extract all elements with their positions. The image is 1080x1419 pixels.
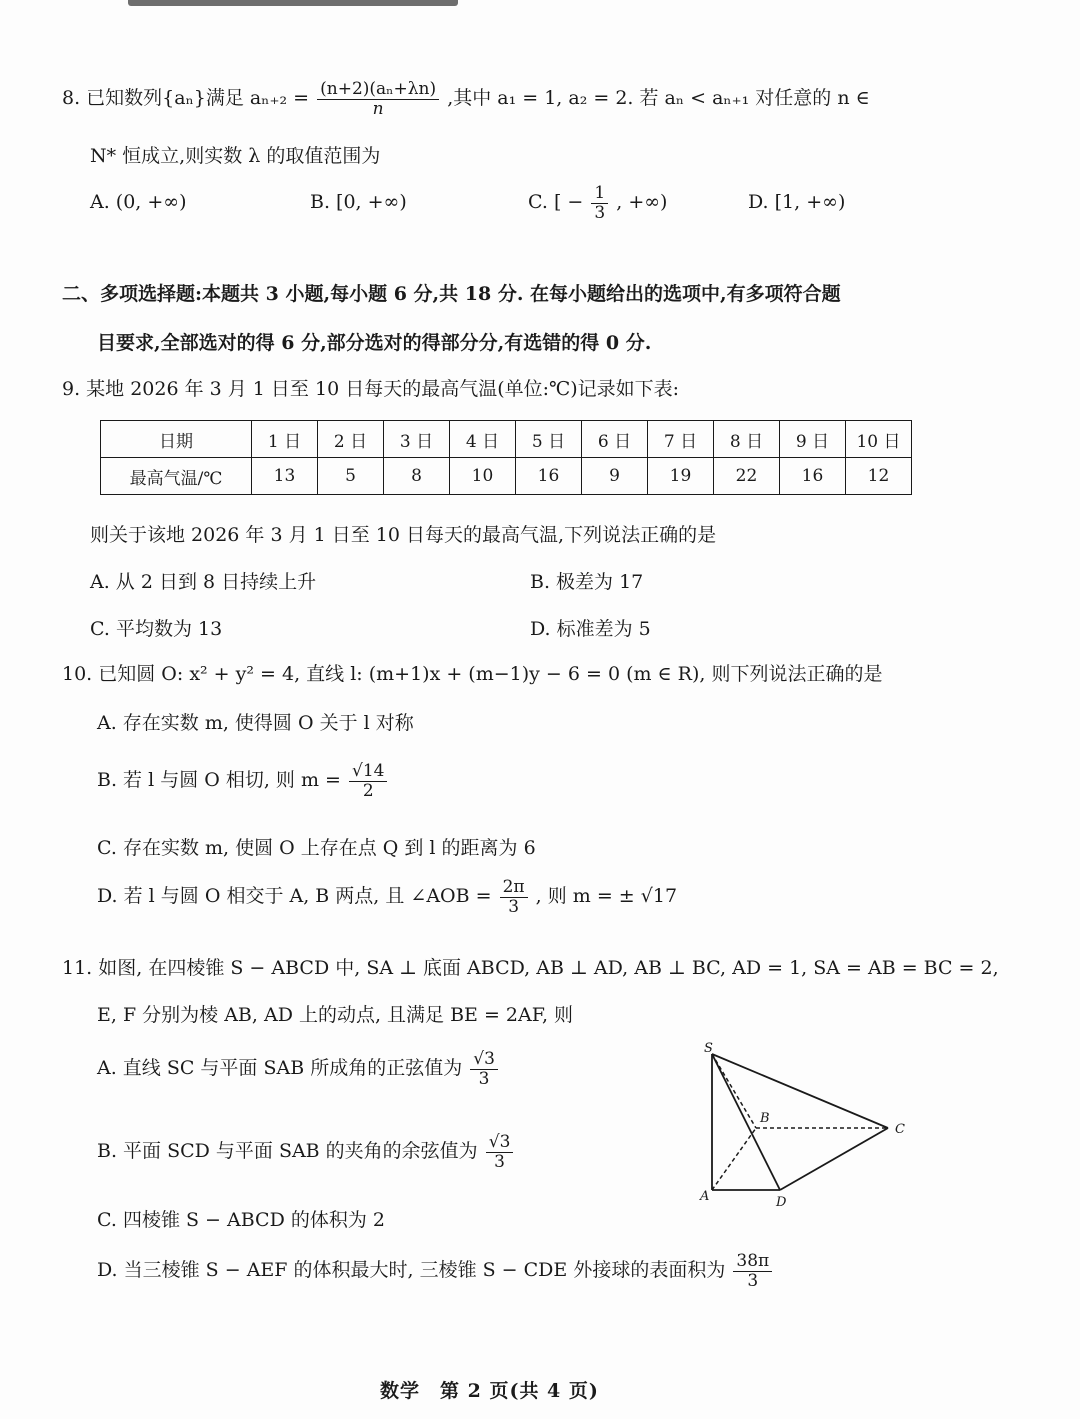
edge-SC <box>712 1054 888 1128</box>
table-cell: 16 <box>780 458 846 495</box>
q8-frac-den: n <box>372 98 384 119</box>
q9-option-c: C. 平均数为 13 <box>90 618 223 640</box>
table-cell: 3 日 <box>384 421 450 458</box>
q8-frac-num: (n+2)(aₙ+λn) <box>317 80 439 100</box>
question-9-stem: 9. 某地 2026 年 3 月 1 日至 10 日每天的最高气温(单位:℃)记录如下表: <box>62 378 680 400</box>
table-cell: 19 <box>648 458 714 495</box>
q8-fraction <box>317 80 439 118</box>
table-cell: 16 <box>516 458 582 495</box>
q8-opt-c-den: 3 <box>594 202 606 223</box>
temperature-table <box>100 420 912 495</box>
q11-option-c: C. 四棱锥 S − ABCD 的体积为 2 <box>97 1209 385 1231</box>
q11-opt-d-den: 3 <box>747 1270 759 1291</box>
table-row-values <box>101 458 912 495</box>
q10-opt-d-prefix: D. 若 l 与圆 O 相交于 A, B 两点, 且 ∠AOB = <box>97 885 492 908</box>
q8-opt-c-num: 1 <box>591 184 608 204</box>
q8-option-d: D. [1, +∞) <box>748 191 846 213</box>
section-2-heading-line2: 目要求,全部选对的得 6 分,部分选对的得部分分,有选错的得 0 分. <box>97 332 652 354</box>
table-cell: 5 <box>318 458 384 495</box>
table-cell: 9 <box>582 458 648 495</box>
q10-opt-b-den: 2 <box>362 780 374 801</box>
q10-opt-d-fraction <box>500 878 528 916</box>
q10-option-d <box>97 878 677 916</box>
q11-option-b <box>97 1133 515 1171</box>
table-cell: 13 <box>252 458 318 495</box>
question-8-line1 <box>62 80 870 118</box>
label-C: C <box>895 1122 905 1137</box>
table-row-header <box>101 421 912 458</box>
q8-option-c <box>528 184 667 222</box>
table-cell: 10 日 <box>846 421 912 458</box>
q11-opt-a-num: √3 <box>470 1050 498 1070</box>
table-cell: 4 日 <box>450 421 516 458</box>
edge-SD <box>712 1054 780 1190</box>
q8-option-a: A. (0, +∞) <box>90 191 187 213</box>
table-cell: 8 日 <box>714 421 780 458</box>
q8-opt-c-prefix: C. [ − <box>528 191 584 214</box>
q11-opt-d-fraction <box>733 1252 772 1290</box>
q11-option-a <box>97 1050 500 1088</box>
q9-option-d: D. 标准差为 5 <box>530 618 651 640</box>
q11-opt-b-fraction <box>486 1133 514 1171</box>
edge-DC <box>780 1128 888 1190</box>
question-11-stem-line1: 11. 如图, 在四棱锥 S − ABCD 中, SA ⊥ 底面 ABCD, AB ⊥ AD, AB ⊥ BC, AD = 1, SA = AB = BC = 2, <box>62 957 999 979</box>
table-cell: 5 日 <box>516 421 582 458</box>
q11-opt-b-num: √3 <box>486 1133 514 1153</box>
table-cell: 9 日 <box>780 421 846 458</box>
q10-opt-b-fraction <box>349 762 387 800</box>
q9-question: 则关于该地 2026 年 3 月 1 日至 10 日每天的最高气温,下列说法正确的是 <box>90 524 717 546</box>
q11-opt-a-prefix: A. 直线 SC 与平面 SAB 所成角的正弦值为 <box>97 1057 463 1080</box>
table-cell: 1 日 <box>252 421 318 458</box>
q11-opt-d-num: 38π <box>733 1252 772 1272</box>
q11-opt-a-fraction <box>470 1050 498 1088</box>
table-cell: 日期 <box>101 421 252 458</box>
q10-opt-d-suffix: , 则 m = ± √17 <box>535 885 678 908</box>
q11-opt-a-den: 3 <box>478 1068 490 1089</box>
label-S: S <box>704 1041 713 1056</box>
label-A: A <box>700 1189 710 1204</box>
table-cell: 8 <box>384 458 450 495</box>
q8-suffix: ,其中 a₁ = 1, a₂ = 2. 若 aₙ < aₙ₊₁ 对任意的 n ∈ <box>447 87 870 110</box>
section-2-heading-line1: 二、多项选择题:本题共 3 小题,每小题 6 分,共 18 分. 在每小题给出的选项中,有多项符合题 <box>62 283 841 305</box>
q10-opt-b-prefix: B. 若 l 与圆 O 相切, 则 m = <box>97 769 341 792</box>
q11-opt-b-prefix: B. 平面 SCD 与平面 SAB 的夹角的余弦值为 <box>97 1140 478 1163</box>
q8-opt-c-suffix: , +∞) <box>616 191 668 214</box>
q9-option-a: A. 从 2 日到 8 日持续上升 <box>90 571 317 593</box>
q11-opt-d-prefix: D. 当三棱锥 S − AEF 的体积最大时, 三棱锥 S − CDE 外接球的表面积为 <box>97 1259 726 1282</box>
q11-opt-b-den: 3 <box>494 1151 505 1172</box>
table-cell: 6 日 <box>582 421 648 458</box>
table-cell: 2 日 <box>318 421 384 458</box>
q10-option-a: A. 存在实数 m, 使得圆 O 关于 l 对称 <box>97 712 414 734</box>
q8-option-b: B. [0, +∞) <box>310 191 407 213</box>
table-cell: 7 日 <box>648 421 714 458</box>
edge-AB-hidden <box>712 1128 756 1190</box>
question-8-line2: N* 恒成立,则实数 λ 的取值范围为 <box>90 145 381 167</box>
label-B: B <box>760 1111 770 1126</box>
page-footer: 数学 第 2 页(共 4 页) <box>380 1380 599 1402</box>
q10-option-b <box>97 762 389 800</box>
question-11-stem-line2: E, F 分别为棱 AB, AD 上的动点, 且满足 BE = 2AF, 则 <box>97 1004 574 1026</box>
label-D: D <box>776 1195 787 1210</box>
scan-edge-artifact <box>128 0 458 6</box>
table-cell: 最高气温/℃ <box>101 458 252 495</box>
q10-opt-d-den: 3 <box>508 896 520 917</box>
q11-option-d <box>97 1252 774 1290</box>
pyramid-figure <box>690 1038 920 1213</box>
q10-opt-b-num: √14 <box>349 762 387 782</box>
table-cell: 10 <box>450 458 516 495</box>
table-cell: 12 <box>846 458 912 495</box>
q8-opt-c-fraction <box>591 184 608 222</box>
q10-option-c: C. 存在实数 m, 使圆 O 上存在点 Q 到 l 的距离为 6 <box>97 837 536 859</box>
edge-SB-hidden <box>712 1054 756 1128</box>
q8-prefix: 8. 已知数列{aₙ}满足 aₙ₊₂ = <box>62 87 310 110</box>
table-cell: 22 <box>714 458 780 495</box>
q9-option-b: B. 极差为 17 <box>530 571 644 593</box>
question-10-stem: 10. 已知圆 O: x² + y² = 4, 直线 l: (m+1)x + (m−1)y − 6 = 0 (m ∈ R), 则下列说法正确的是 <box>62 663 883 685</box>
q10-opt-d-num: 2π <box>500 878 528 898</box>
